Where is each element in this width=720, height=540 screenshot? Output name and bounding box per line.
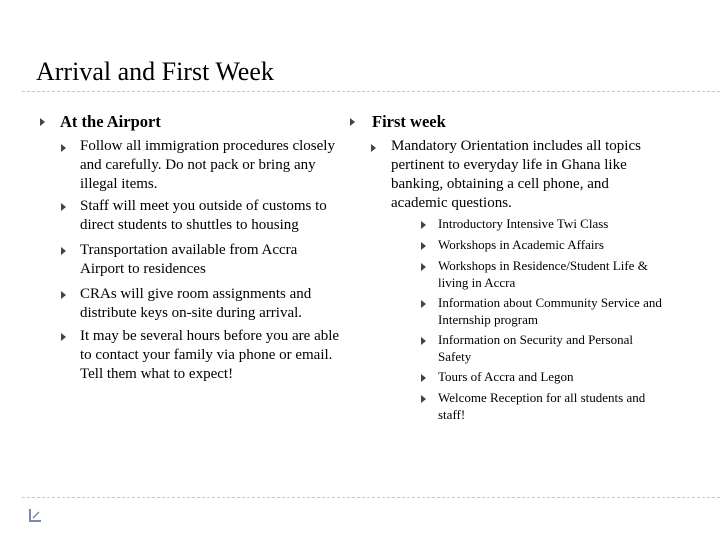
sub-list-item: Information about Community Service and Internship program: [438, 295, 662, 327]
triangle-right-icon: [421, 395, 426, 403]
triangle-right-icon: [421, 242, 426, 250]
triangle-right-icon: [421, 337, 426, 345]
slide-title: Arrival and First Week: [36, 57, 274, 86]
sub-list-item: Workshops in Residence/Student Life & living in Accra: [438, 258, 648, 290]
triangle-right-icon: [371, 144, 376, 152]
triangle-right-icon: [421, 300, 426, 308]
triangle-right-icon: [61, 247, 66, 255]
triangle-right-icon: [61, 333, 66, 341]
triangle-right-icon: [421, 374, 426, 382]
list-item: Transportation available from Accra Airport to residences: [80, 242, 298, 277]
list-item: It may be several hours before you are able to contact your family via phone or email. Tell them what to expect!: [80, 328, 340, 382]
title-divider: [22, 91, 720, 92]
orientation-intro: Mandatory Orientation includes all topics pertinent to everyday life in Ghana like banking, obtaining a cell phone, and academic questions.: [391, 138, 641, 211]
triangle-right-icon: [61, 291, 66, 299]
list-item: Staff will meet you outside of customs to direct students to shuttles to housing: [80, 198, 327, 233]
list-item: Follow all immigration procedures closely and carefully. Do not pack or bring any illegal items.: [80, 138, 335, 192]
slide-corner-icon: [28, 508, 42, 522]
sub-list-item: Welcome Reception for all students and staff!: [438, 390, 646, 422]
triangle-right-icon: [421, 263, 426, 271]
footer-divider: [22, 497, 720, 498]
triangle-right-icon: [421, 221, 426, 229]
triangle-right-icon: [61, 203, 66, 211]
sub-list-item: Information on Security and Personal Safety: [438, 332, 633, 364]
triangle-right-icon: [350, 118, 355, 126]
right-heading: First week: [372, 112, 446, 131]
left-heading: At the Airport: [60, 112, 161, 131]
sub-list-item: Tours of Accra and Legon: [438, 369, 574, 384]
triangle-right-icon: [40, 118, 45, 126]
sub-list-item: Introductory Intensive Twi Class: [438, 216, 609, 231]
triangle-right-icon: [61, 144, 66, 152]
sub-list-item: Workshops in Academic Affairs: [438, 237, 604, 252]
list-item: CRAs will give room assignments and distribute keys on-site during arrival.: [80, 286, 312, 321]
